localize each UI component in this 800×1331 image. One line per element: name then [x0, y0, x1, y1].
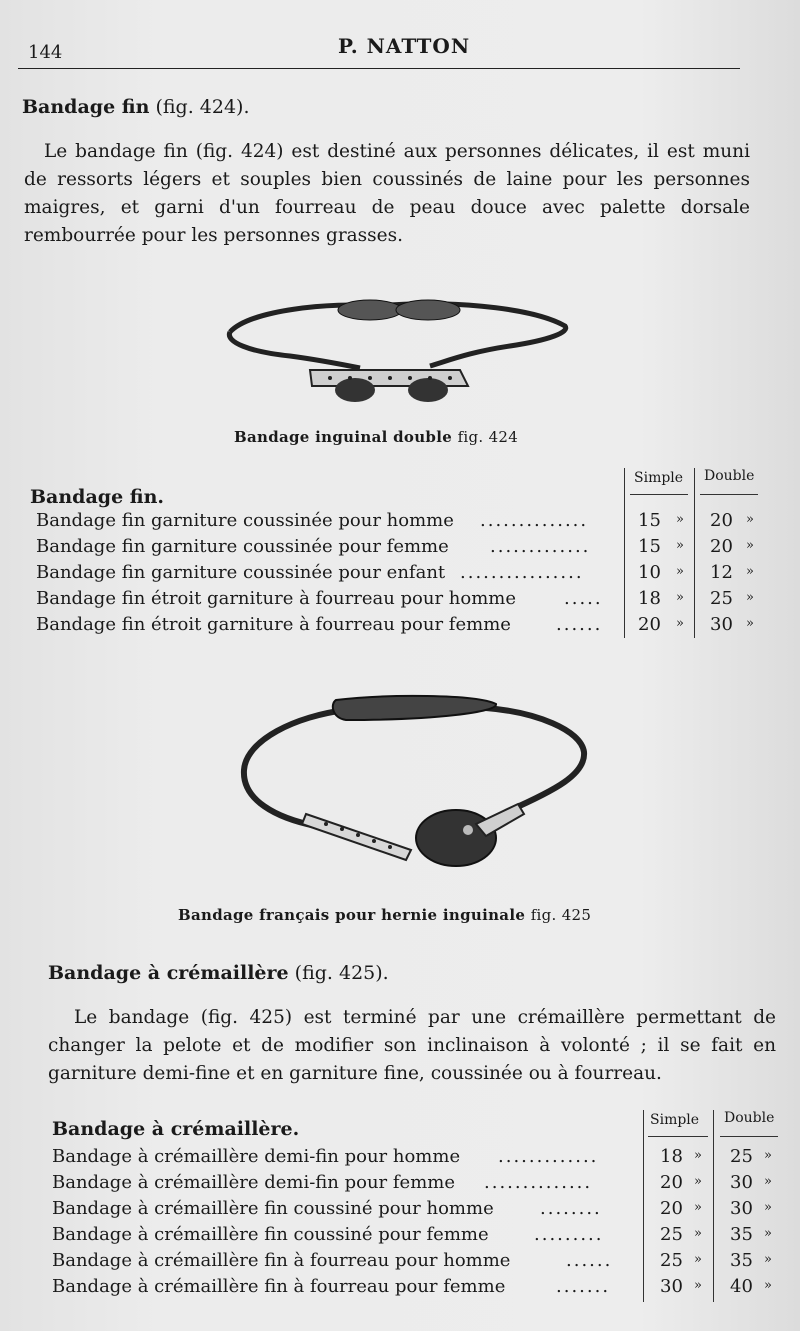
row-double-price: 35: [730, 1250, 753, 1271]
row-double-price: 25: [730, 1146, 753, 1167]
table-row: [0, 510, 800, 536]
bandage-francais-illustration: [236, 690, 596, 880]
section-paragraph-bandage-fin: Le bandage fin (fig. 424) est destiné aux personnes délicates, il est muni de ressorts légers et souples bien coussinés de laine pour les personnes maigres, et garni d'un fourreau de peau douce avec palette dorsale rembourrée pour les personnes grasses.: [24, 141, 750, 246]
row-simple-price: 25: [660, 1224, 683, 1245]
row-simple-price: 15: [638, 510, 661, 531]
ditto-mark: »: [694, 1148, 702, 1163]
ditto-mark: »: [676, 564, 684, 579]
leader-dots: .........: [534, 1224, 604, 1245]
table-row: [0, 614, 800, 640]
ditto-mark: »: [764, 1148, 772, 1163]
figure-caption-text: Bandage français pour hernie inguinale: [178, 906, 526, 924]
figure-caption-425: [178, 906, 591, 924]
leader-dots: .......: [556, 1276, 611, 1297]
ditto-mark: »: [676, 616, 684, 631]
price-table-bandage-fin: [0, 462, 800, 642]
ditto-mark: »: [764, 1226, 772, 1241]
row-simple-price: 10: [638, 562, 661, 583]
row-simple-price: 25: [660, 1250, 683, 1271]
row-simple-price: 20: [660, 1198, 683, 1219]
figure-ref: fig. 424: [457, 428, 519, 446]
table-rule-under-double: [700, 494, 758, 495]
ditto-mark: »: [694, 1200, 702, 1215]
running-title: P. NATTON: [338, 34, 471, 58]
row-double-price: 20: [710, 536, 733, 557]
section-paragraph-cremaillere: Le bandage (fig. 425) est terminé par une crémaillère permettant de changer la pelote et de modifier son inclinaison à volonté ; il se fait en garniture demi-fine et en garniture fine, coussinée ou à fourreau.: [48, 1007, 776, 1084]
figure-ref: fig. 425: [530, 906, 592, 924]
row-double-price: 25: [710, 588, 733, 609]
table-row: [0, 1224, 800, 1250]
row-label: Bandage à crémaillère fin coussiné pour homme: [52, 1198, 494, 1219]
row-label: Bandage fin garniture coussinée pour enfant: [36, 562, 446, 583]
row-simple-price: 18: [660, 1146, 683, 1167]
table-rule-under-double: [720, 1136, 778, 1137]
ditto-mark: »: [764, 1174, 772, 1189]
row-double-price: 20: [710, 510, 733, 531]
ditto-mark: »: [746, 590, 754, 605]
row-label: Bandage à crémaillère fin à fourreau pour femme: [52, 1276, 506, 1297]
ditto-mark: »: [694, 1226, 702, 1241]
row-label: Bandage fin garniture coussinée pour femme: [36, 536, 449, 557]
page-number: 144: [28, 42, 63, 63]
leader-dots: ......: [566, 1250, 613, 1271]
ditto-mark: »: [676, 538, 684, 553]
leader-dots: .............: [498, 1146, 599, 1167]
table-row: [0, 1172, 800, 1198]
section-heading-ref: (fig. 425).: [288, 962, 389, 984]
table-title: Bandage à crémaillère.: [52, 1118, 300, 1140]
price-table-cremaillere: [0, 1104, 800, 1304]
ditto-mark: »: [746, 512, 754, 527]
table-row: [0, 562, 800, 588]
leader-dots: ..............: [484, 1172, 593, 1193]
row-simple-price: 20: [638, 614, 661, 635]
col-header-simple: Simple: [650, 1112, 700, 1128]
table-row: [0, 588, 800, 614]
section-heading-bold: Bandage à crémaillère: [48, 962, 289, 984]
row-double-price: 40: [730, 1276, 753, 1297]
table-row: [0, 1198, 800, 1224]
row-label: Bandage à crémaillère fin à fourreau pour homme: [52, 1250, 511, 1271]
leader-dots: ........: [540, 1198, 602, 1219]
row-double-price: 30: [710, 614, 733, 635]
section-heading-bold: Bandage fin: [22, 96, 150, 118]
section-heading-cremaillere: [48, 962, 389, 984]
ditto-mark: »: [746, 616, 754, 631]
leader-dots: ................: [460, 562, 584, 583]
ditto-mark: »: [694, 1174, 702, 1189]
table-title: Bandage fin.: [30, 486, 165, 508]
figure-caption-424: [234, 428, 518, 446]
col-header-simple: Simple: [634, 470, 684, 486]
ditto-mark: »: [676, 512, 684, 527]
ditto-mark: »: [746, 538, 754, 553]
row-simple-price: 20: [660, 1172, 683, 1193]
row-label: Bandage à crémaillère demi-fin pour femme: [52, 1172, 455, 1193]
table-row: [0, 1276, 800, 1302]
row-label: Bandage fin garniture coussinée pour homme: [36, 510, 454, 531]
row-double-price: 12: [710, 562, 733, 583]
section-heading-bandage-fin: [22, 96, 250, 118]
ditto-mark: »: [764, 1200, 772, 1215]
table-row: [0, 1250, 800, 1276]
table-row: [0, 1146, 800, 1172]
ditto-mark: »: [676, 590, 684, 605]
table-rule-under-simple: [648, 1136, 708, 1137]
row-label: Bandage à crémaillère demi-fin pour homme: [52, 1146, 461, 1167]
row-label: Bandage fin étroit garniture à fourreau pour femme: [36, 614, 511, 635]
bandage-double-illustration: [210, 290, 580, 410]
row-label: Bandage à crémaillère fin coussiné pour femme: [52, 1224, 489, 1245]
leader-dots: ..............: [480, 510, 589, 531]
ditto-mark: »: [694, 1278, 702, 1293]
page-header: [18, 28, 740, 69]
ditto-mark: »: [746, 564, 754, 579]
row-simple-price: 18: [638, 588, 661, 609]
row-simple-price: 30: [660, 1276, 683, 1297]
row-double-price: 35: [730, 1224, 753, 1245]
table-row: [0, 536, 800, 562]
ditto-mark: »: [764, 1278, 772, 1293]
leader-dots: .....: [564, 588, 603, 609]
col-header-double: Double: [724, 1110, 775, 1126]
col-header-double: Double: [704, 468, 755, 484]
table-rule-under-simple: [630, 494, 688, 495]
figure-caption-text: Bandage inguinal double: [234, 428, 453, 446]
ditto-mark: »: [694, 1252, 702, 1267]
row-double-price: 30: [730, 1198, 753, 1219]
section-heading-ref: (fig. 424).: [149, 96, 250, 118]
leader-dots: .............: [490, 536, 591, 557]
ditto-mark: »: [764, 1252, 772, 1267]
row-double-price: 30: [730, 1172, 753, 1193]
row-label: Bandage fin étroit garniture à fourreau pour homme: [36, 588, 517, 609]
row-simple-price: 15: [638, 536, 661, 557]
leader-dots: ......: [556, 614, 603, 635]
